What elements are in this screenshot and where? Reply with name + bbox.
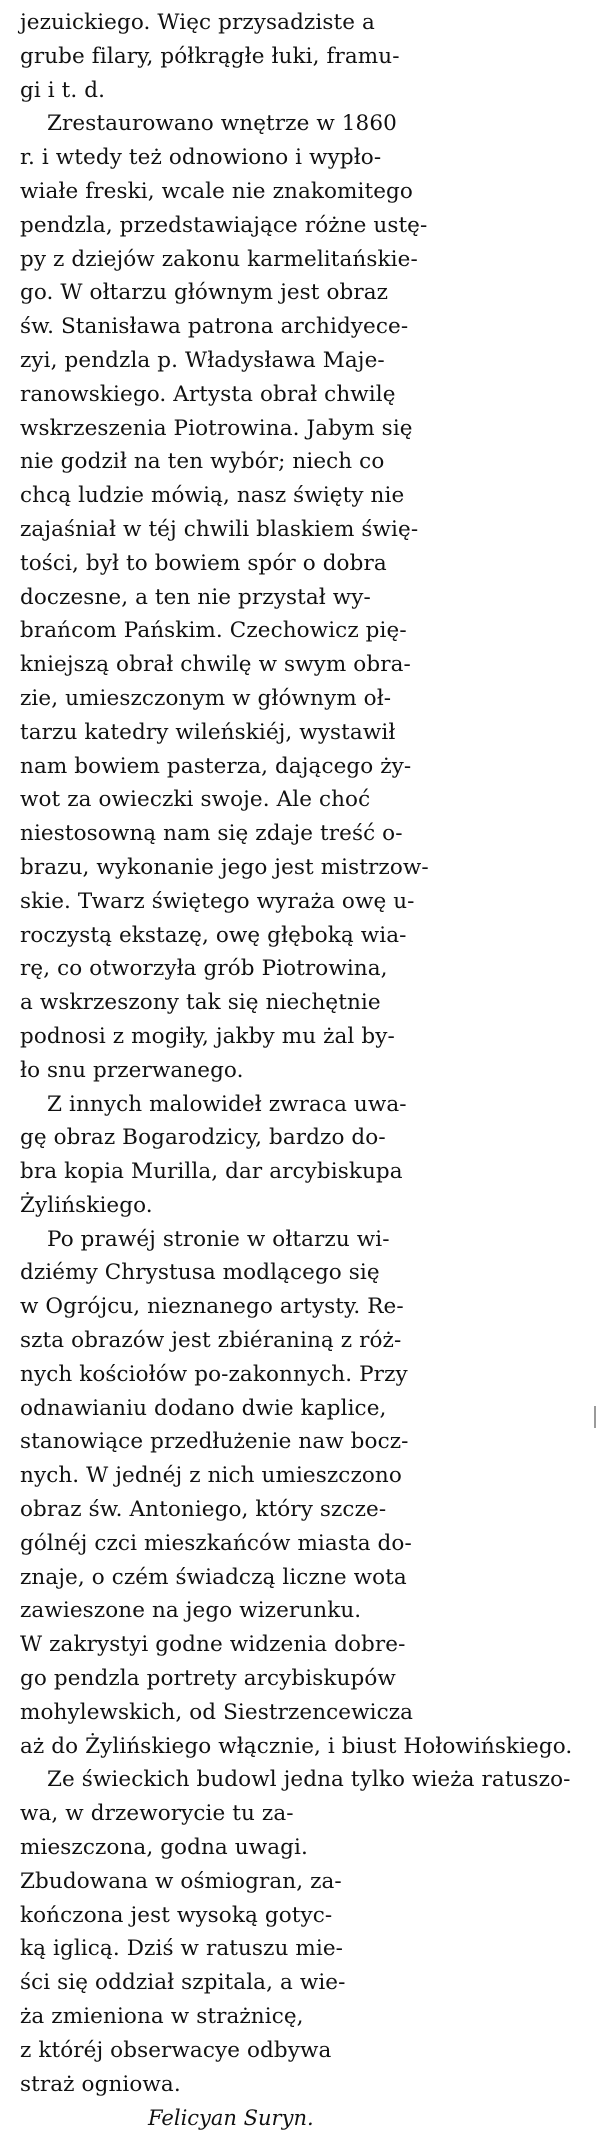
text-line: podnosi z mogiły, jakby mu żal by- [20,1023,395,1049]
text-line: nych kościołów po-zakonnych. Przy [20,1361,408,1387]
text-line: kończona jest wysoką gotyc- [20,1902,333,1928]
text-line: z któréj obserwacye odbywa [20,2037,332,2063]
text-line: roczystą ekstazę, owę głęboką wia- [20,922,407,948]
text-line: ści się oddział szpitala, a wie- [20,1970,346,1996]
text-line: skie. Twarz świętego wyraża owę u- [20,888,415,914]
text-line: niestosowną nam się zdaje treść o- [20,821,403,847]
text-line: chcą ludzie mówią, nasz święty nie [20,483,405,509]
paragraph-start-line: Ze świeckich budowl jedna tylko wieża ratuszo- [47,1767,571,1793]
text-line: doczesne, a ten nie przystał wy- [20,584,371,610]
text-line: mieszczona, godna uwagi. [20,1835,308,1861]
text-line: tarzu katedry wileńskiéj, wystawił [20,719,396,745]
text-line: jezuickiego. Więc przysadziste a [20,10,375,35]
text-line: tości, był to bowiem spór o dobra [20,550,387,576]
text-line: wa, w drzeworycie tu za- [20,1801,294,1827]
text-line: nam bowiem pasterza, dającego ży- [20,753,412,779]
paragraph-start-line: Po prawéj stronie w ołtarzu wi- [47,1226,390,1252]
text-line: znaje, o czém świadczą liczne wota [20,1564,407,1590]
text-line: W zakrystyi godne widzenia dobre- [20,1632,406,1658]
text-line: zie, umieszczonym w głównym oł- [20,685,392,711]
text-line: grube filary, półkrągłe łuki, framu- [20,43,400,69]
text-line: ża zmieniona w strażnicę, [20,2004,304,2030]
text-line: nych. W jednéj z nich umieszczono [20,1463,402,1489]
text-line: zajaśniał w téj chwili blaskiem świę- [20,516,419,542]
text-line: pendzla, przedstawiające różne ustę- [20,212,428,238]
text-line: szta obrazów jest zbiéraniną z róż- [20,1328,402,1354]
text-line: dziémy Chrystusa modlącego się [20,1260,380,1286]
text-line: obraz św. Antoniego, który szcze- [20,1497,387,1523]
text-line: Zbudowana w ośmiogran, za- [20,1868,342,1894]
text-line: ką iglicą. Dziś w ratuszu mie- [20,1936,344,1962]
text-line: zyi, pendzla p. Władysława Maje- [20,347,385,373]
text-line: kniejszą obrał chwilę w swym obra- [20,652,411,678]
text-line: ło snu przerwanego. [20,1057,244,1083]
text-line: straż ogniowa. [20,2071,181,2097]
text-line: nie godził na ten wybór; niech co [20,449,385,475]
text-line: Żylińskiego. [20,1192,153,1218]
text-line: gi i t. d. [20,77,106,103]
text-line: bra kopia Murilla, dar arcybiskupa [20,1159,403,1185]
text-line: go. W ołtarzu głównym jest obraz [20,280,389,306]
text-line: brańcom Pańskim. Czechowicz pię- [20,618,407,644]
text-line: w Ogrójcu, nieznanego artysty. Re- [20,1294,404,1320]
text-line: stanowiące przedłużenie naw bocz- [20,1429,409,1455]
paragraph-start-line: Z innych malowideł zwraca uwa- [47,1091,407,1117]
text-line: py z dziejów zakonu karmelitańskie- [20,246,418,272]
text-line: gólnéj czci mieszkańców miasta do- [20,1530,412,1556]
page-edge-mark [594,1406,596,1428]
text-line: wot za owieczki swoje. Ale choć [20,787,371,813]
text-line: aż do Żylińskiego włącznie, i biust Hołowińskiego. [20,1733,573,1759]
text-line: ranowskiego. Artysta obrał chwilę [20,381,396,407]
author-signature: Felicyan Suryn. [148,2106,314,2131]
text-line: odnawianiu dodano dwie kaplice, [20,1395,387,1421]
paragraph-start-line: Zrestaurowano wnętrze w 1860 [47,111,397,137]
text-line: wiałe freski, wcale nie znakomitego [20,178,413,204]
text-line: wskrzeszenia Piotrowina. Jabym się [20,415,413,441]
text-line: r. i wtedy też odnowiono i wypło- [20,145,382,171]
text-line: mohylewskich, od Siestrzencewicza [20,1699,414,1725]
text-line: a wskrzeszony tak się niechętnie [20,990,381,1016]
text-line: zawieszone na jego wizerunku. [20,1598,362,1624]
text-line: św. Stanisława patrona archidyece- [20,314,409,340]
text-line: brazu, wykonanie jego jest mistrzow- [20,854,429,880]
text-line: rę, co otworzyła grób Piotrowina, [20,956,388,982]
text-line: gę obraz Bogarodzicy, bardzo do- [20,1125,386,1151]
text-line: go pendzla portrety arcybiskupów [20,1666,396,1692]
article-text-column [20,6,595,2135]
